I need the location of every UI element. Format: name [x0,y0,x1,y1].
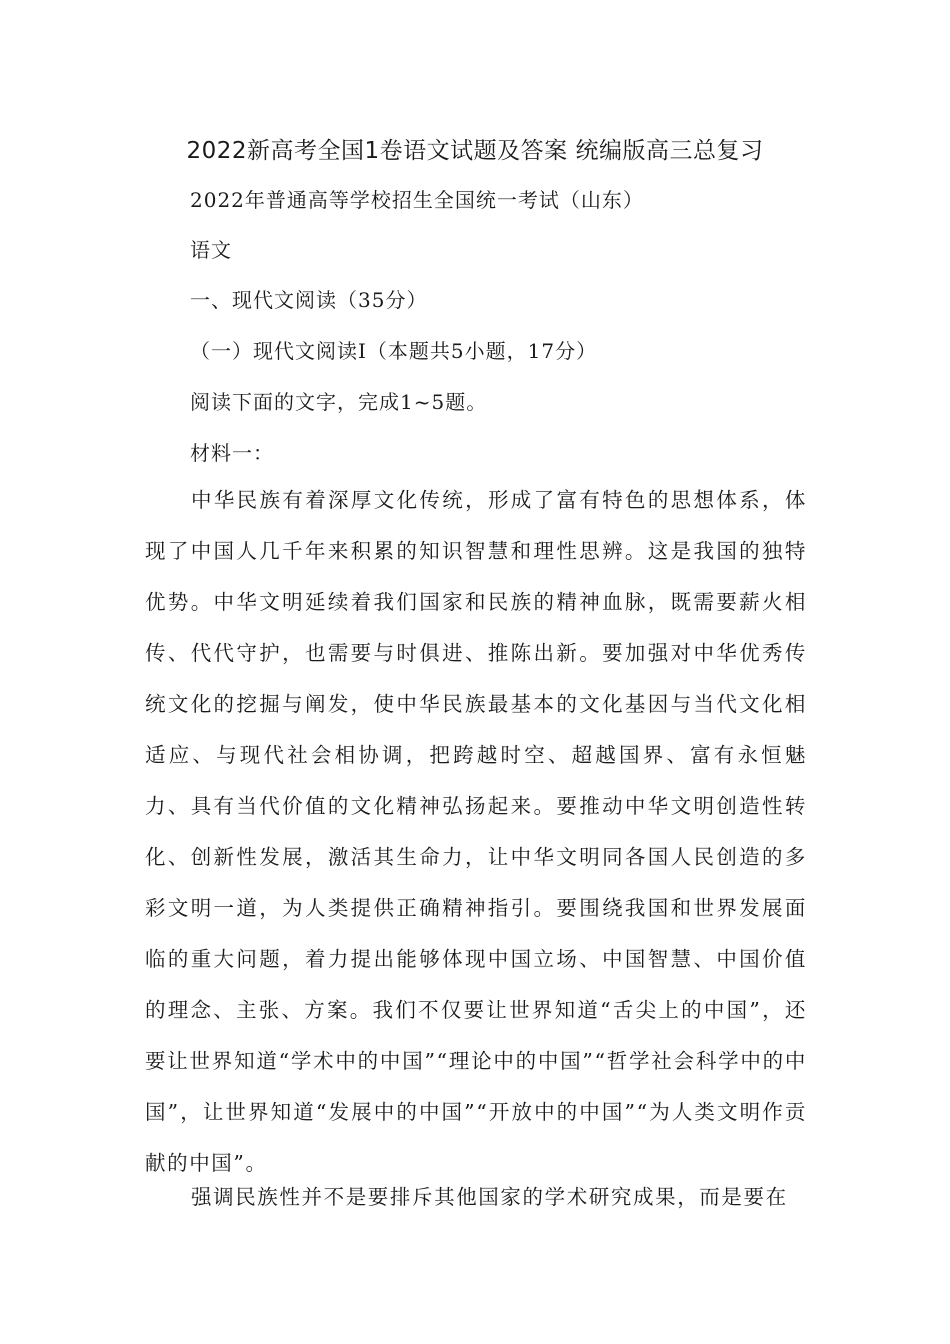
subject-label: 语文 [190,238,232,262]
subsection-heading: （一）现代文阅读Ⅰ（本题共5小题，17分） [190,339,598,363]
body-paragraph-1: 中华民族有着深厚文化传统，形成了富有特色的思想体系，体现了中国人几千年来积累的知识智慧和理性思辨。这是我国的独特优势。中华文明延续着我们国家和民族的精神血脉，既需要薪火相传、代代守护，也需要与时俱进、推陈出新。要加强对中华优秀传统文化的挖掘与阐发，使中华民族最基本的文化基因与当代文化相适应、与现代社会相协调，把跨越时空、超越国界、富有永恒魅力、具有当代价值的文化精神弘扬起来。要推动中华文明创造性转化、创新性发展，激活其生命力，让中华文明同各国人民创造的多彩文明一道，为人类提供正确精神指引。要围绕我国和世界发展面临的重大问题，着力提出能够体现中国立场、中国智慧、中国价值的理念、主张、方案。我们不仅要让世界知道“舌尖上的中国”，还要让世界知道“学术中的中国”“理论中的中国”“哲学社会科学中的中国”，让世界知道“发展中的中国”“开放中的中国”“为人类文明作贡献的中国”。 [145,488,807,1175]
document-title: 2022新高考全国1卷语文试题及答案 统编版高三总复习 [186,138,764,164]
exam-name: 2022年普通高等学校招生全国统一考试（山东） [190,188,644,212]
reading-instruction: 阅读下面的文字，完成1~5题。 [190,390,488,414]
material-label: 材料一： [190,441,274,465]
body-paragraph-2: 强调民族性并不是要排斥其他国家的学术研究成果，而是要在 [191,1185,788,1209]
section-heading: 一、现代文阅读（35分） [190,288,428,312]
